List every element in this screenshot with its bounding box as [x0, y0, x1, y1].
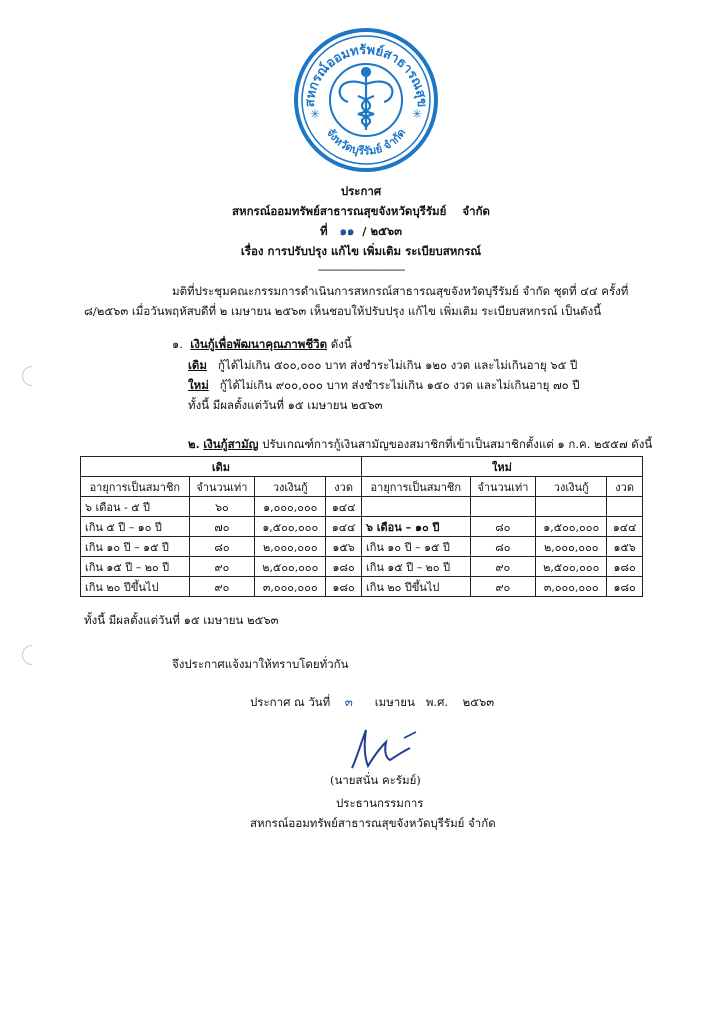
date-month: เมษายน: [374, 695, 415, 709]
column-header: อายุการเป็นสมาชิก: [81, 477, 190, 497]
section1-effective: ทั้งนี้ มีผลตั้งแต่วันที่ ๑๕ เมษายน ๒๕๖๓: [188, 398, 383, 412]
table-cell: ๑๘๐: [326, 557, 362, 577]
date-era: พ.ศ.: [425, 695, 449, 709]
intro-line-2: ๘/๒๕๖๓ เมื่อวันพฤหัสบดีที่ ๒ เมษายน ๒๕๖๓ เห็นชอบให้ปรับปรุง แก้ไข เพิ่มเติม ระเบียบสหกรณ์ เป็นดังนี้: [84, 304, 602, 318]
table-cell: เกิน ๑๐ ปี – ๑๕ ปี: [361, 537, 470, 557]
organization-name: สหกรณ์ออมทรัพย์สาธารณสุขจังหวัดบุรีรัมย์: [231, 204, 447, 218]
section1-heading: [172, 336, 352, 354]
table-cell: ๑๔๔: [326, 517, 362, 537]
table-cell: [536, 497, 607, 517]
section2-title: เงินกู้สามัญ: [203, 437, 259, 451]
section1-title: เงินกู้เพื่อพัฒนาคุณภาพชีวิต: [190, 337, 328, 351]
table-effective-note: ทั้งนี้ มีผลตั้งแต่วันที่ ๑๕ เมษายน ๒๕๖๓: [84, 613, 279, 627]
section1-old-label: เดิม: [188, 358, 207, 372]
column-header: จำนวนเท่า: [189, 477, 255, 497]
seal-outer-text: สหกรณ์ออมทรัพย์สาธารณสุข: [302, 42, 430, 108]
loan-criteria-table: [80, 456, 643, 597]
table-cell: [607, 497, 643, 517]
table-cell: ๑,๕๐๐,๐๐๐: [255, 517, 326, 537]
table-cell: ๑,๐๐๐,๐๐๐: [255, 497, 326, 517]
column-header: วงเงินกู้: [536, 477, 607, 497]
table-cell: ๙๐: [470, 557, 536, 577]
table-cell: ๑๘๐: [607, 557, 643, 577]
table-cell: ๑๕๖: [326, 537, 362, 557]
date-year: ๒๕๖๓: [462, 695, 495, 709]
table-row: [81, 577, 643, 597]
signatory-position: ประธานกรรมการ: [336, 796, 424, 810]
section1-old: [188, 357, 577, 375]
table-cell: เกิน ๕ ปี – ๑๐ ปี: [81, 517, 190, 537]
table-cell: ๒,๐๐๐,๐๐๐: [536, 537, 607, 557]
table-cell: เกิน ๑๐ ปี – ๑๕ ปี: [81, 537, 190, 557]
svg-text:✳: ✳: [310, 107, 321, 121]
date-prefix: ประกาศ ณ วันที่: [250, 695, 331, 709]
svg-text:✳: ✳: [412, 107, 423, 121]
cooperative-seal: [292, 26, 440, 174]
organization-suffix: จำกัด: [462, 204, 491, 218]
section2-heading: [188, 436, 652, 454]
table-cell: ๗๐: [189, 517, 255, 537]
table-cell: ๖ เดือน – ๑๐ ปี: [361, 517, 470, 537]
table-cell: ๘๐: [189, 537, 255, 557]
column-header: วงเงินกู้: [255, 477, 326, 497]
table-cell: ๒,๕๐๐,๐๐๐: [536, 557, 607, 577]
table-cell: ๑๔๔: [326, 497, 362, 517]
table-row: [81, 537, 643, 557]
table-cell: ๒,๐๐๐,๐๐๐: [255, 537, 326, 557]
section1-new: [188, 377, 580, 395]
table-row: [81, 497, 643, 517]
signatory-organization: สหกรณ์ออมทรัพย์สาธารณสุขจังหวัดบุรีรัมย์ จำกัด: [250, 816, 496, 830]
organization-line: [0, 203, 722, 221]
column-header: อายุการเป็นสมาชิก: [361, 477, 470, 497]
caduceus-emblem-icon: [340, 68, 393, 130]
number-label: ที่: [320, 224, 328, 238]
section1-old-text: กู้ได้ไม่เกิน ๕๐๐,๐๐๐ บาท ส่งชำระไม่เกิน ๑๒๐ งวด และไม่เกินอายุ ๖๕ ปี: [217, 358, 578, 372]
table-row: [81, 517, 643, 537]
table-cell: ๑๘๐: [607, 577, 643, 597]
announcement-date: [250, 694, 494, 712]
column-header: จำนวนเท่า: [470, 477, 536, 497]
subject-line: เรื่อง การปรับปรุง แก้ไข เพิ่มเติม ระเบียบสหกรณ์: [240, 244, 482, 258]
signatory-name: (นายสนั่น คะรัมย์): [330, 773, 421, 787]
table-cell: เกิน ๒๐ ปีขึ้นไป: [361, 577, 470, 597]
table-cell: เกิน ๑๕ ปี – ๒๐ ปี: [361, 557, 470, 577]
column-header: งวด: [607, 477, 643, 497]
announcement-heading: ประกาศ: [340, 184, 382, 198]
svg-text:จังหวัดบุรีรัมย์ จำกัด: [324, 126, 408, 158]
column-header: งวด: [326, 477, 362, 497]
table-cell: ๑๘๐: [326, 577, 362, 597]
handwritten-signature: [330, 716, 430, 776]
table-cell: ๘๐: [470, 537, 536, 557]
section1-new-text: กู้ได้ไม่เกิน ๙๐๐,๐๐๐ บาท ส่งชำระไม่เกิน ๑๕๐ งวด และไม่เกินอายุ ๗๐ ปี: [219, 378, 580, 392]
table-cell: ๖๐: [189, 497, 255, 517]
table-cell: ๑๕๖: [607, 537, 643, 557]
table-cell: ๘๐: [470, 517, 536, 537]
binder-hole-mark: [18, 641, 46, 669]
new-criteria-header: ใหม่: [361, 457, 642, 477]
section2-text: ปรับเกณฑ์การกู้เงินสามัญของสมาชิกที่เข้าเป็นสมาชิกตั้งแต่ ๑ ก.ค. ๒๕๕๗ ดังนี้: [258, 437, 653, 451]
table-cell: ๒,๕๐๐,๐๐๐: [255, 557, 326, 577]
table-cell: ๓,๐๐๐,๐๐๐: [255, 577, 326, 597]
seal-inner-text: จังหวัดบุรีรัมย์ จำกัด: [323, 126, 409, 158]
section1-number: ๑.: [172, 337, 183, 351]
section1-title-suffix: ดังนี้: [327, 337, 352, 351]
table-cell: [470, 497, 536, 517]
table-cell: เกิน ๑๕ ปี – ๒๐ ปี: [81, 557, 190, 577]
section2-number: ๒.: [188, 437, 200, 451]
table-group-header-row: [81, 457, 643, 477]
table-cell: ๖ เดือน - ๕ ปี: [81, 497, 190, 517]
table-cell: ๑๔๔: [607, 517, 643, 537]
date-day: ๓: [344, 695, 353, 709]
number-year: / ๒๕๖๓: [362, 224, 402, 238]
table-row: [81, 557, 643, 577]
table-cell: ๙๐: [189, 557, 255, 577]
closing-statement: จึงประกาศแจ้งมาให้ทราบโดยทั่วกัน: [172, 657, 349, 671]
binder-hole-mark: [18, 362, 46, 390]
table-cell: เกิน ๒๐ ปีขึ้นไป: [81, 577, 190, 597]
announcement-number: [0, 223, 722, 241]
table-cell: ๑,๕๐๐,๐๐๐: [536, 517, 607, 537]
section1-new-label: ใหม่: [188, 378, 209, 392]
table-cell: ๓,๐๐๐,๐๐๐: [536, 577, 607, 597]
number-value: ๑๑: [339, 224, 355, 238]
table-cell: ๙๐: [470, 577, 536, 597]
table-cell: ๙๐: [189, 577, 255, 597]
divider: ------------------------------: [317, 262, 405, 276]
intro-line-1: มติที่ประชุมคณะกรรมการดำเนินการสหกรณ์สาธารณสุขจังหวัดบุรีรัมย์ จำกัด ชุดที่ ๔๔ ครั้งที่: [172, 284, 629, 298]
table-cell: [361, 497, 470, 517]
old-criteria-header: เดิม: [81, 457, 362, 477]
table-column-header-row: [81, 477, 643, 497]
